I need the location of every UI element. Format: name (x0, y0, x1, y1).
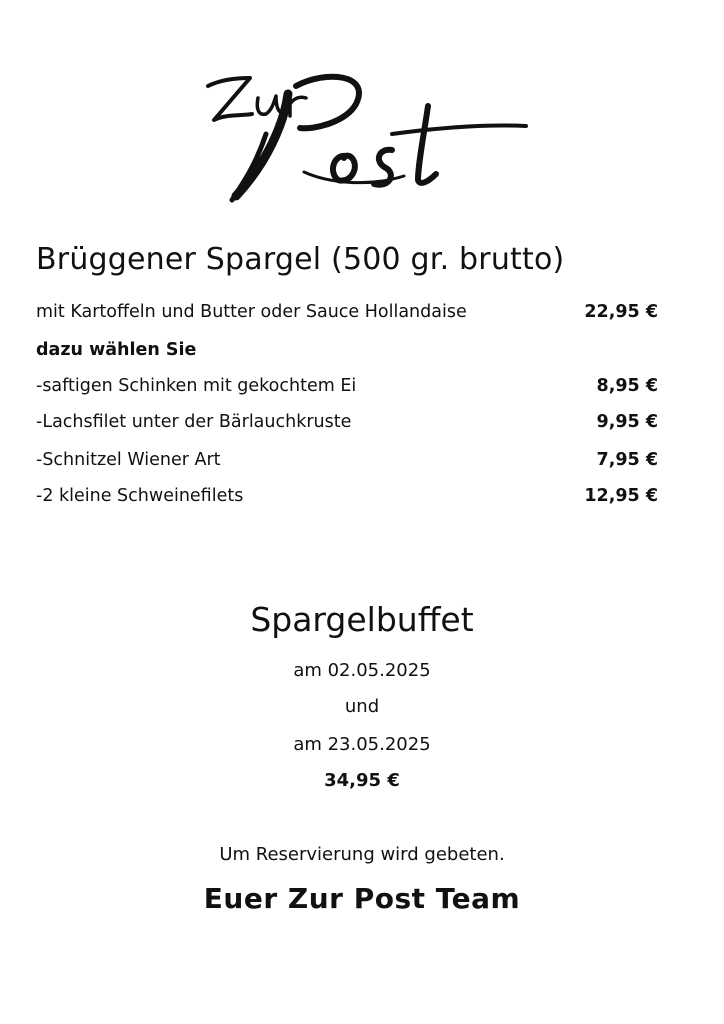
option-price: 12,95 € (584, 486, 658, 506)
option-label: -saftigen Schinken mit gekochtem Ei (36, 376, 357, 396)
option-label: -Schnitzel Wiener Art (36, 450, 221, 470)
item-label: mit Kartoffeln und Butter oder Sauce Hollandaise (36, 302, 467, 322)
option-price: 7,95 € (596, 450, 658, 470)
team-signature: Euer Zur Post Team (203, 882, 521, 915)
buffet-and: und (344, 696, 380, 717)
option-price: 9,95 € (596, 412, 658, 432)
option-label: -Lachsfilet unter der Bärlauchkruste (36, 412, 352, 432)
buffet-date-2: am 23.05.2025 (293, 734, 431, 755)
option-label: -2 kleine Schweinefilets (36, 486, 244, 506)
zur-post-logo (196, 64, 536, 214)
buffet-date-1: am 02.05.2025 (293, 660, 431, 681)
item-price: 22,95 € (584, 302, 658, 322)
buffet-title: Spargelbuffet (250, 600, 474, 639)
option-price: 8,95 € (596, 376, 658, 396)
reservation-note: Um Reservierung wird gebeten. (219, 844, 505, 865)
choose-label: dazu wählen Sie (36, 340, 197, 360)
buffet-price: 34,95 € (324, 770, 400, 791)
menu-heading: Brüggener Spargel (500 gr. brutto) (36, 242, 565, 277)
